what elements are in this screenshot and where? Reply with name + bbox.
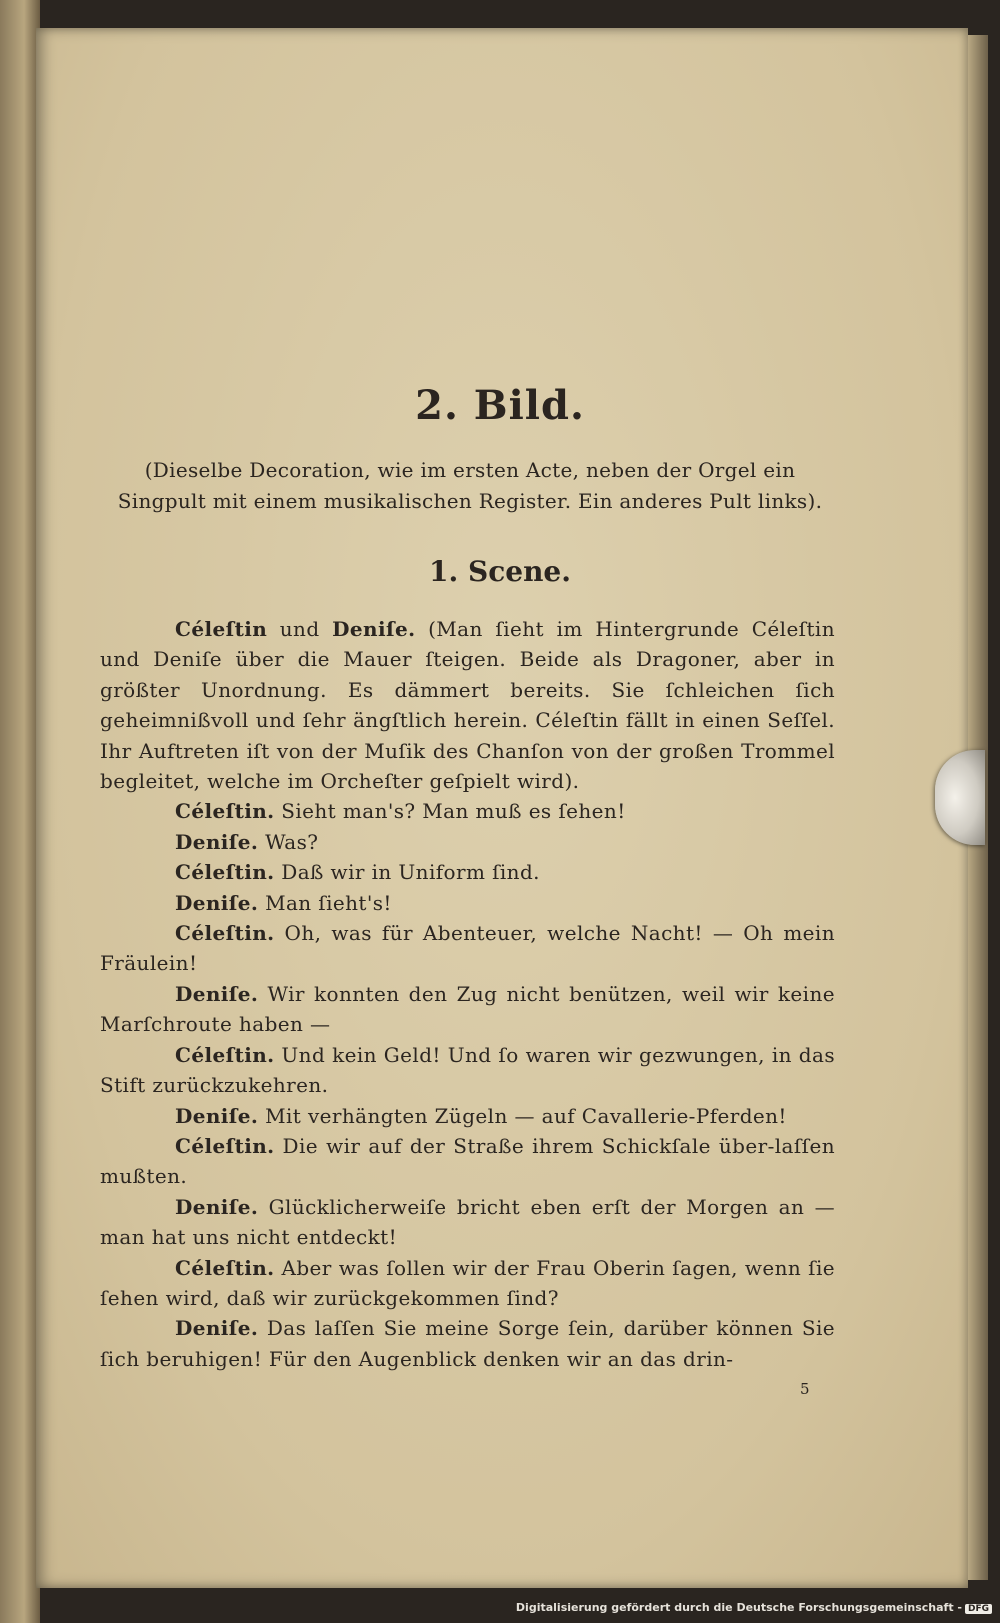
line-text: Oh, was für Abenteuer, welche Nacht! — Oh mein Fräulein! — [100, 921, 835, 976]
speaker-name: Deniſe. — [175, 1194, 259, 1219]
dialogue-line — [100, 1040, 835, 1101]
intro-paragraph — [100, 614, 835, 796]
line-text: Glücklicherweiſe bricht eben erſt der Morgen an — man hat uns nicht entdeckt! — [100, 1194, 835, 1250]
dialogue-line — [100, 1313, 835, 1374]
speaker-name: Céleſtin. — [175, 1255, 275, 1280]
speaker-name: Céleſtin. — [175, 799, 275, 824]
left-page-edge — [0, 0, 40, 1623]
line-text: Und kein Geld! Und ſo waren wir gezwungen, in das Stift zurückzukehren. — [100, 1042, 835, 1098]
line-text: Wir konnten den Zug nicht benützen, weil wir keine Marſchroute haben — — [100, 981, 835, 1037]
speaker-name: Deniſe. — [175, 1316, 259, 1341]
dialogue-line — [100, 1131, 835, 1192]
scene-title: 1. Scene. — [429, 555, 571, 588]
speaker-name: Céleſtin — [175, 617, 268, 641]
dialogue-line — [100, 857, 835, 887]
stage-direction: (Dieselbe Decoration, wie im ersten Acte, neben der Orgel ein Singpult mit einem musikalischen Register. Ein anderes Pult links). — [117, 458, 823, 513]
dialogue-line — [100, 1101, 835, 1131]
dialogue-line — [100, 918, 835, 979]
dialogue-line — [100, 1253, 835, 1314]
speaker-name: Deniſe. — [175, 981, 259, 1006]
speaker-name: Deniſe. — [175, 829, 259, 854]
speaker-name: Deniſe. — [175, 890, 259, 915]
speaker-name: Céleſtin. — [175, 1133, 275, 1158]
dfg-logo-icon: DFG — [965, 1604, 992, 1614]
dialogue-line — [100, 827, 835, 857]
play-text — [100, 614, 835, 1374]
line-text: Was? — [258, 829, 319, 854]
line-text: Mit verhängten Zügeln — auf Cavallerie-Pferden! — [258, 1103, 787, 1128]
speaker-name: Deniſe. — [332, 617, 416, 641]
connector: und — [267, 617, 333, 641]
footer-text: Digitalisierung gefördert durch die Deutsche Forschungsgemeinschaft - — [515, 1601, 962, 1614]
page-number: 5 — [800, 1380, 810, 1398]
line-text: Sieht man's? Man muß es ſehen! — [274, 799, 626, 824]
dialogue-line — [100, 888, 835, 918]
dialogue-line — [100, 1192, 835, 1253]
chapter-title: 2. Bild. — [415, 382, 585, 429]
intro-text: (Man ſieht im Hintergrunde Céleſtin und Deniſe über die Mauer ſteigen. Beide als Dragoner, aber in größter Unordnung. Es dämmert bereits. Sie ſchleichen ſich geheimnißvoll und ſehr ängſtlich herein. Céleſtin fällt in einen Seſſel. Ihr Auftreten iſt von der Muſik des Chanſon von der großen Trommel begleitet, welche im Orcheſter geſpielt wird). — [100, 617, 835, 794]
speaker-name: Céleſtin. — [175, 860, 275, 885]
speaker-name: Céleſtin. — [175, 1042, 275, 1067]
line-text: Aber was ſollen wir der Frau Oberin ſagen, wenn ſie ſehen wird, daß wir zurückgekommen ſind? — [100, 1255, 835, 1310]
line-text: Daß wir in Uniform ſind. — [274, 860, 540, 885]
speaker-name: Céleſtin. — [175, 921, 275, 946]
dialogue-line — [100, 979, 835, 1040]
speaker-name: Deniſe. — [175, 1103, 259, 1128]
digitization-footer — [516, 1601, 992, 1614]
line-text: Die wir auf der Straße ihrem Schickſale über-laſſen mußten. — [100, 1133, 835, 1189]
line-text: Das laſſen Sie meine Sorge ſein, darüber können Sie ſich beruhigen! Für den Augenblick denken wir an das drin- — [100, 1316, 835, 1371]
dialogue-line — [100, 796, 835, 826]
line-text: Man ſieht's! — [258, 890, 392, 915]
